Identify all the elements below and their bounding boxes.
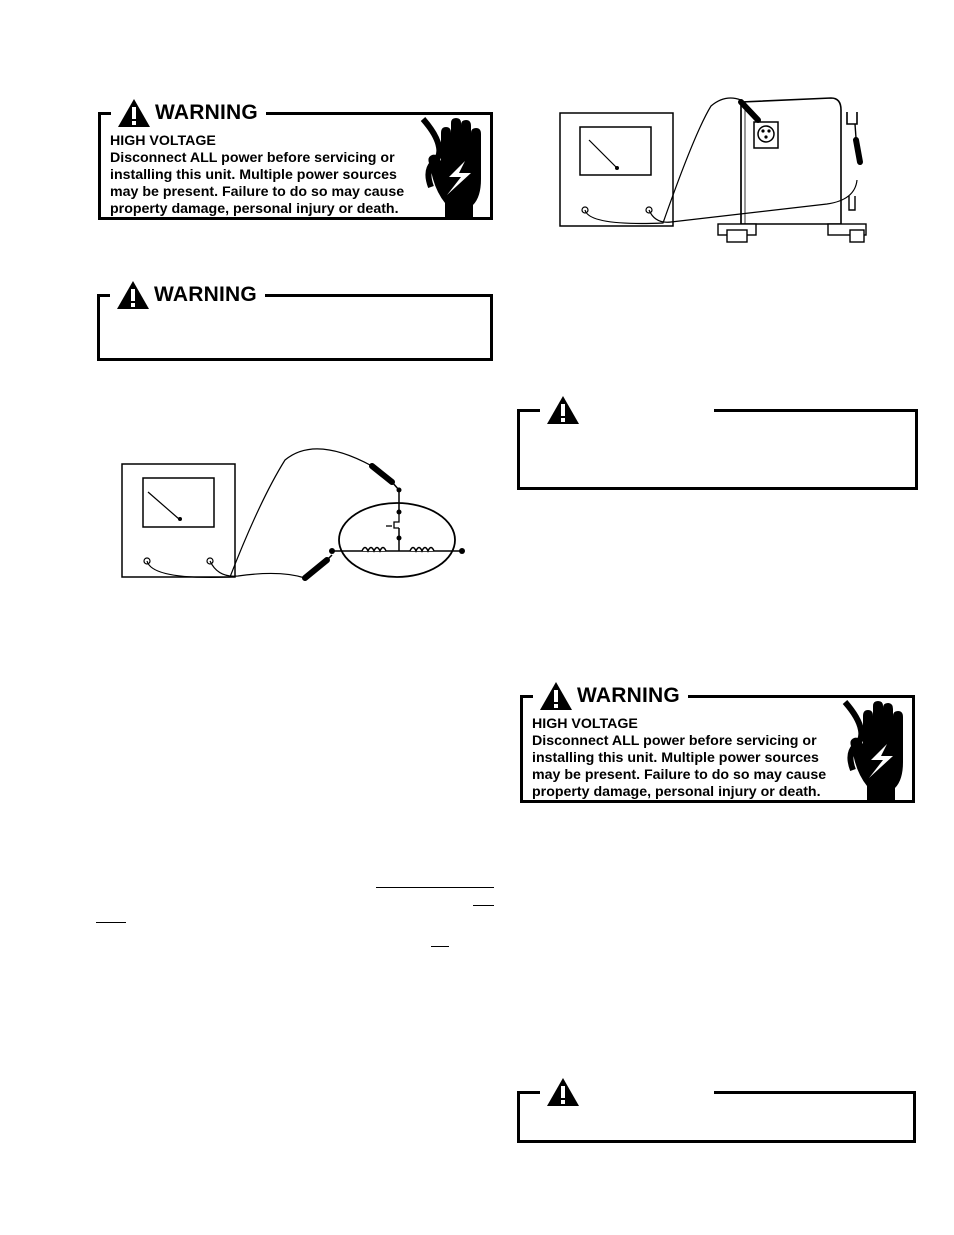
warning-line: may be present. Failure to do so may cause [532,767,827,783]
warning-label: WARNING [577,684,680,707]
meter-needle [148,492,179,519]
exclamation-triangle-icon [539,681,573,711]
underline-rule [473,905,494,906]
exclamation-triangle-icon [546,395,580,425]
caution-header [540,393,714,427]
motor-winding-test-diagram [110,430,480,605]
warning-header [533,679,688,713]
warning-heading: HIGH VOLTAGE [532,716,638,732]
warning-line: installing this unit. Multiple power sources [110,167,397,183]
exclamation-triangle-icon [546,1077,580,1107]
warning-line: installing this unit. Multiple power sources [532,750,819,766]
warning-box-2 [97,283,493,361]
warning-header [110,278,265,312]
warning-line: Disconnect ALL power before servicing or [110,150,395,166]
high-voltage-warning-2 [520,684,915,803]
compressor-test-diagram [555,92,875,252]
test-lead [210,561,305,578]
caution-box-2 [517,1091,916,1143]
caution-header [540,1075,714,1109]
underline-rule [96,922,126,923]
high-voltage-warning-1 [98,101,493,220]
terminal-plug [758,126,774,142]
warning-header [111,96,266,130]
probe [856,140,860,162]
warning-label: WARNING [155,101,258,124]
warning-line: may be present. Failure to do so may cause [110,184,405,200]
underline-rule [376,887,494,888]
ohmmeter-icon [122,464,235,577]
probe [372,466,392,482]
lightning-hand-icon [419,117,487,217]
test-lead [585,98,741,223]
lightning-hand-icon [841,700,909,800]
warning-heading: HIGH VOLTAGE [110,133,216,149]
warning-text [110,133,404,218]
motor-winding-icon [339,503,455,577]
probe [305,560,327,578]
warning-label: WARNING [154,283,257,306]
test-lead [147,449,372,578]
warning-line: property damage, personal injury or death. [532,784,821,800]
underline-rule [431,946,449,947]
warning-text [532,716,826,801]
warning-line: Disconnect ALL power before servicing or [532,733,817,749]
exclamation-triangle-icon [117,98,151,128]
warning-line: property damage, personal injury or death. [110,201,399,217]
exclamation-triangle-icon [116,280,150,310]
caution-box-1 [517,409,918,490]
meter-needle [589,140,617,168]
